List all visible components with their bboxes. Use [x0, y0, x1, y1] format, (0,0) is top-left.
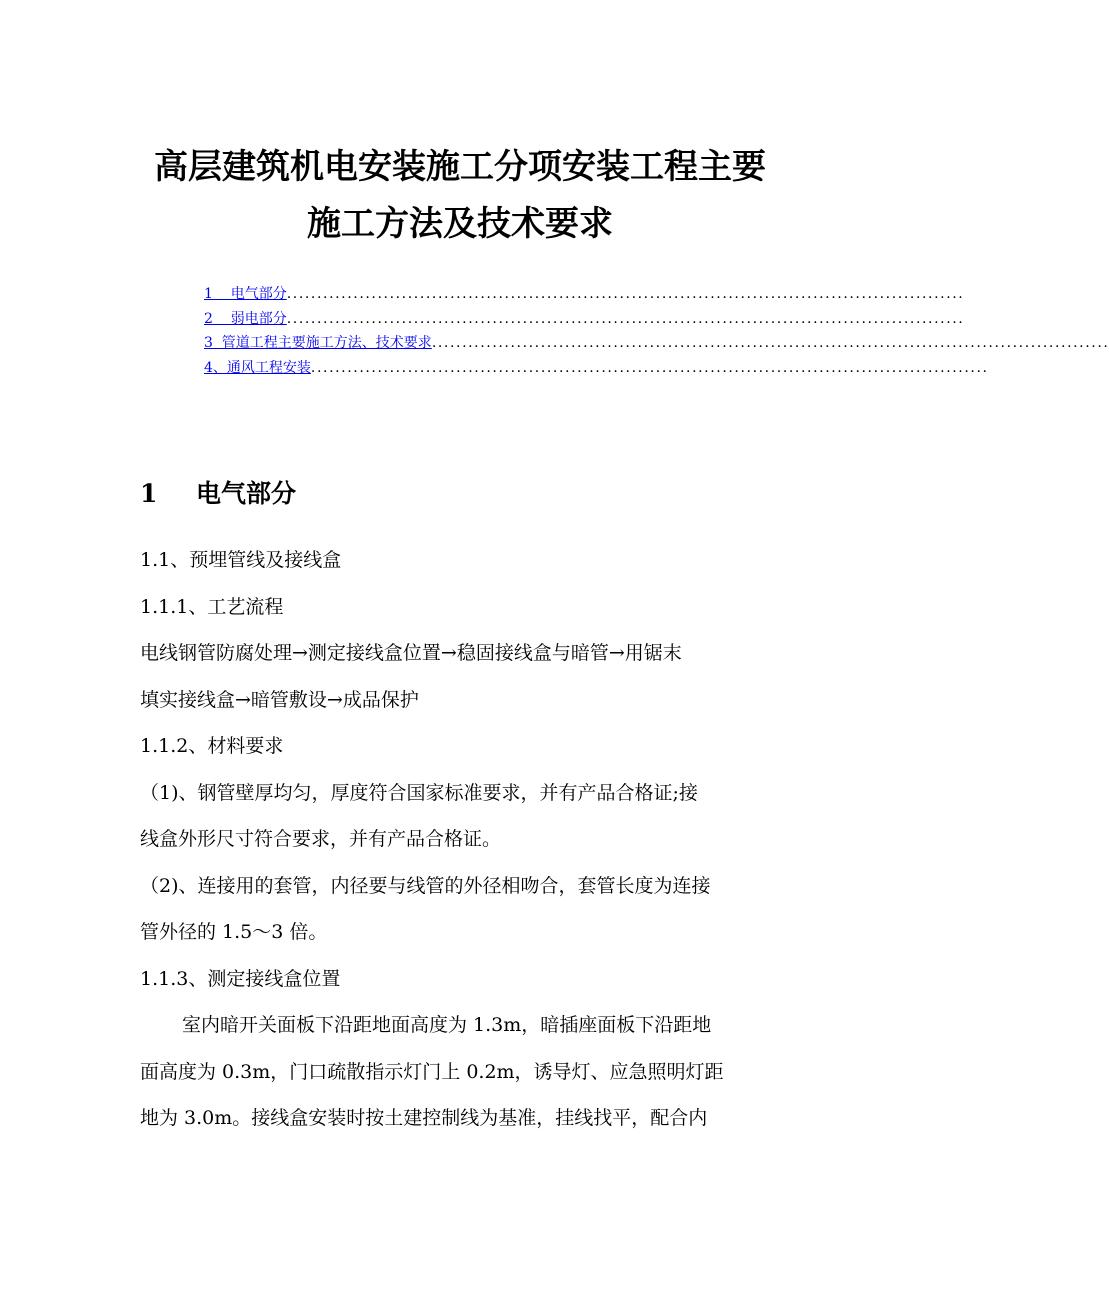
table-of-contents — [204, 282, 1109, 380]
toc-entry — [204, 282, 965, 307]
toc-link-piping[interactable]: 3 管道工程主要施工方法、技术要求 — [204, 335, 432, 351]
paragraph-line: 面高度为 0.3m，门口疏散指示灯门上 0.2m，诱导灯、应急照明灯距 — [140, 1060, 724, 1083]
paragraph-line: 电线钢管防腐处理→测定接线盒位置→稳固接线盒与暗管→用锯末 — [140, 642, 682, 664]
toc-leader-dots: ................................................................................................................ — [310, 359, 989, 376]
section-number: 1 — [140, 479, 158, 508]
toc-leader-dots: ................................................................................................................ — [286, 310, 965, 327]
section-title: 电气部分 — [196, 479, 297, 508]
paragraph-line: 填实接线盒→暗管敷设→成品保护 — [140, 688, 419, 711]
document-title-line-2: 施工方法及技术要求 — [307, 204, 613, 244]
subheading-1-1-1: 1.1.1、工艺流程 — [140, 595, 284, 618]
paragraph-line: （1)、钢管壁厚均匀，厚度符合国家标准要求，并有产品合格证;接 — [140, 781, 698, 804]
toc-entry — [204, 331, 1109, 356]
subheading-1-1-3: 1.1.3、测定接线盒位置 — [140, 967, 341, 990]
toc-link-low-voltage[interactable]: 2 弱电部分 — [204, 310, 287, 327]
toc-link-electrical[interactable]: 1 电气部分 — [204, 286, 287, 302]
toc-entry — [204, 307, 965, 332]
subheading-1-1-2: 1.1.2、材料要求 — [140, 735, 284, 757]
toc-entry — [204, 356, 989, 381]
section-heading-electrical — [140, 476, 296, 512]
toc-leader-dots: ................................................................................................................ — [431, 335, 1109, 351]
section-body — [140, 537, 782, 1142]
paragraph-line: 室内暗开关面板下沿距地面高度为 1.3m，暗插座面板下沿距地 — [182, 1014, 712, 1036]
paragraph-line: 地为 3.0m。接线盒安装时按土建控制线为基准，挂线找平，配合内 — [140, 1107, 708, 1129]
paragraph-line: （2)、连接用的套管，内径要与线管的外径相吻合，套管长度为连接 — [140, 874, 711, 897]
toc-leader-dots: ................................................................................................................ — [286, 286, 965, 302]
paragraph-line: 线盒外形尺寸符合要求，并有产品合格证。 — [140, 828, 502, 850]
subheading-1-1: 1.1、预埋管线及接线盒 — [140, 549, 342, 571]
paragraph-line: 管外径的 1.5～3 倍。 — [140, 921, 328, 943]
document-title-line-1: 高层建筑机电安装施工分项安装工程主要 — [154, 147, 766, 187]
toc-link-ventilation[interactable]: 4、通风工程安装 — [204, 359, 311, 376]
